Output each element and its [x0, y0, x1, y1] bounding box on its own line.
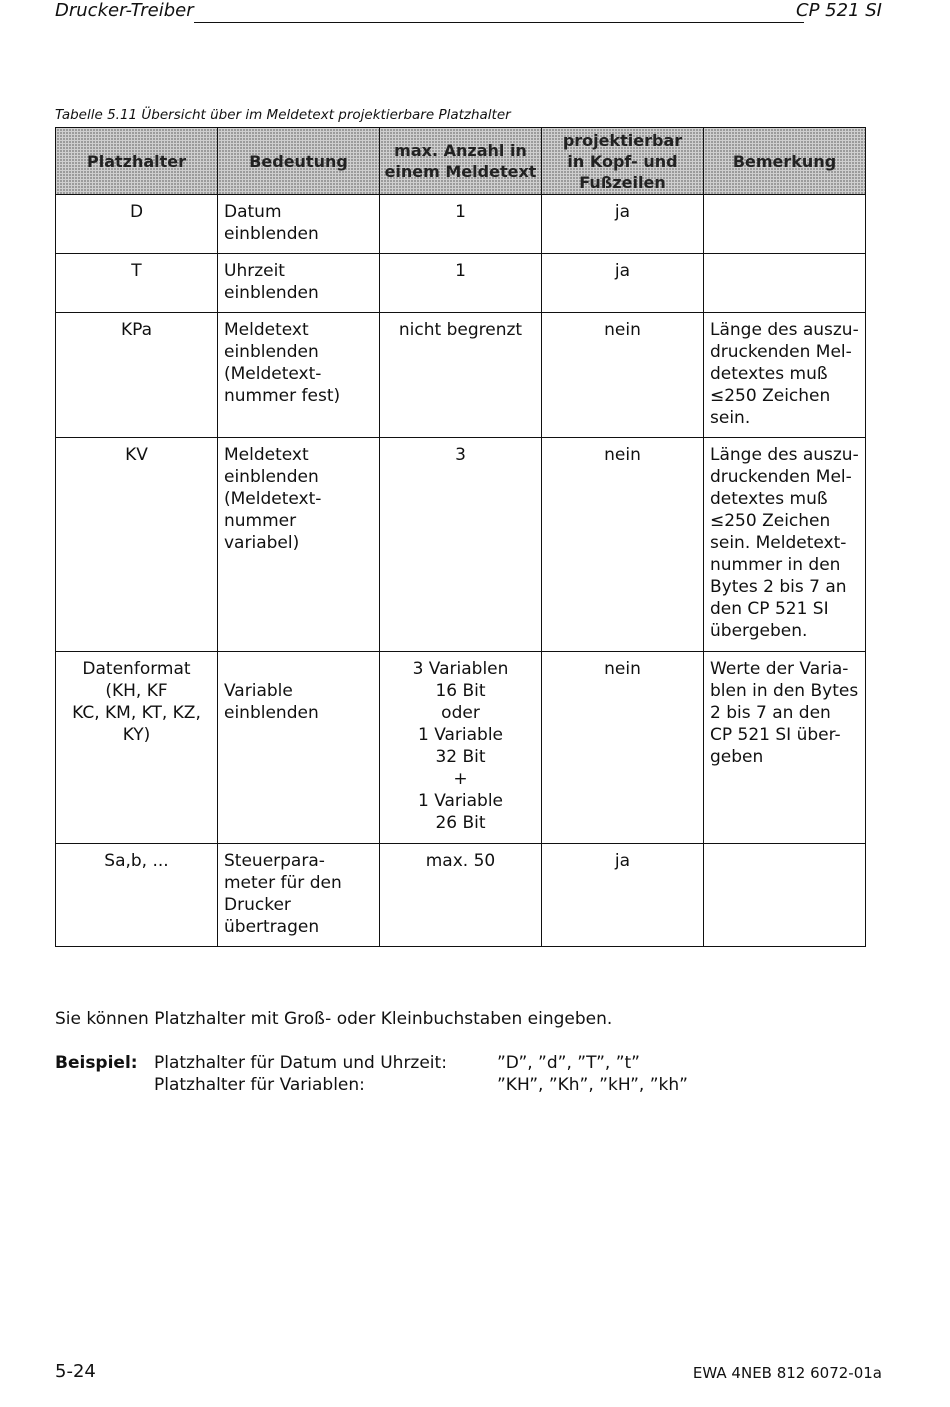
cell-projektierbar: ja	[542, 254, 704, 313]
cell-projektierbar: nein	[542, 652, 704, 844]
table-header-row	[56, 128, 866, 195]
cell-bemerkung: Länge des auszu- druckenden Mel- detextes muß ≤250 Zeichen sein. Meldetext- nummer in den Bytes 2 bis 7 an den CP 521 SI übergeben.	[704, 438, 866, 652]
cell-platzhalter: D	[56, 195, 218, 254]
table-row	[56, 313, 866, 438]
table-row	[56, 438, 866, 652]
cell-projektierbar: nein	[542, 313, 704, 438]
cell-bedeutung: Uhrzeit einblenden	[218, 254, 380, 313]
example-value: ”KH”, ”Kh”, ”kH”, ”kh”	[497, 1075, 688, 1095]
cell-max-anzahl: 3 Variablen 16 Bit oder 1 Variable 32 Bit + 1 Variable 26 Bit	[380, 652, 542, 844]
example-label: Beispiel:	[55, 1053, 138, 1073]
table-row	[56, 254, 866, 313]
header-rule	[194, 22, 804, 23]
cell-bemerkung	[704, 844, 866, 947]
header-platzhalter: Platzhalter	[56, 128, 218, 195]
header-product: CP 521 SI	[796, 0, 882, 21]
cell-bemerkung: Länge des auszu- druckenden Mel- detextes muß ≤250 Zeichen sein.	[704, 313, 866, 438]
cell-platzhalter: T	[56, 254, 218, 313]
example-text: Platzhalter für Datum und Uhrzeit:	[154, 1053, 447, 1073]
cell-bedeutung: Meldetext einblenden (Meldetext- nummer fest)	[218, 313, 380, 438]
table-row	[56, 195, 866, 254]
cell-projektierbar: nein	[542, 438, 704, 652]
cell-max-anzahl: max. 50	[380, 844, 542, 947]
case-note: Sie können Platzhalter mit Groß- oder Kleinbuchstaben eingeben.	[55, 1009, 613, 1029]
cell-platzhalter: KPa	[56, 313, 218, 438]
cell-bedeutung: Variable einblenden	[218, 652, 380, 844]
header-projektierbar: projektierbar in Kopf- und Fußzeilen	[542, 128, 704, 195]
cell-bedeutung: Datum einblenden	[218, 195, 380, 254]
document-id: EWA 4NEB 812 6072-01a	[692, 1364, 882, 1382]
cell-max-anzahl: 3	[380, 438, 542, 652]
cell-projektierbar: ja	[542, 844, 704, 947]
cell-platzhalter: KV	[56, 438, 218, 652]
example-value: ”D”, ”d”, ”T”, ”t”	[497, 1053, 640, 1073]
cell-max-anzahl: 1	[380, 254, 542, 313]
cell-platzhalter: Sa,b, ...	[56, 844, 218, 947]
header-bemerkung: Bemerkung	[704, 128, 866, 195]
header-bedeutung: Bedeutung	[218, 128, 380, 195]
cell-projektierbar: ja	[542, 195, 704, 254]
header-max-anzahl: max. Anzahl in einem Meldetext	[380, 128, 542, 195]
cell-platzhalter: Datenformat (KH, KF KC, KM, KT, KZ, KY)	[56, 652, 218, 844]
cell-bemerkung	[704, 254, 866, 313]
cell-bemerkung	[704, 195, 866, 254]
cell-max-anzahl: 1	[380, 195, 542, 254]
page-number: 5-24	[55, 1361, 96, 1382]
cell-max-anzahl: nicht begrenzt	[380, 313, 542, 438]
table-row	[56, 844, 866, 947]
table-caption: Tabelle 5.11 Übersicht über im Meldetext projektierbare Platzhalter	[55, 107, 511, 123]
cell-bedeutung: Steuerpara- meter für den Drucker übertragen	[218, 844, 380, 947]
cell-bedeutung: Meldetext einblenden (Meldetext- nummer variabel)	[218, 438, 380, 652]
placeholder-table	[55, 127, 866, 947]
example-text: Platzhalter für Variablen:	[154, 1075, 365, 1095]
table-row	[56, 652, 866, 844]
header-title: Drucker-Treiber	[55, 0, 194, 21]
cell-bemerkung: Werte der Varia- blen in den Bytes 2 bis 7 an den CP 521 SI über- geben	[704, 652, 866, 844]
